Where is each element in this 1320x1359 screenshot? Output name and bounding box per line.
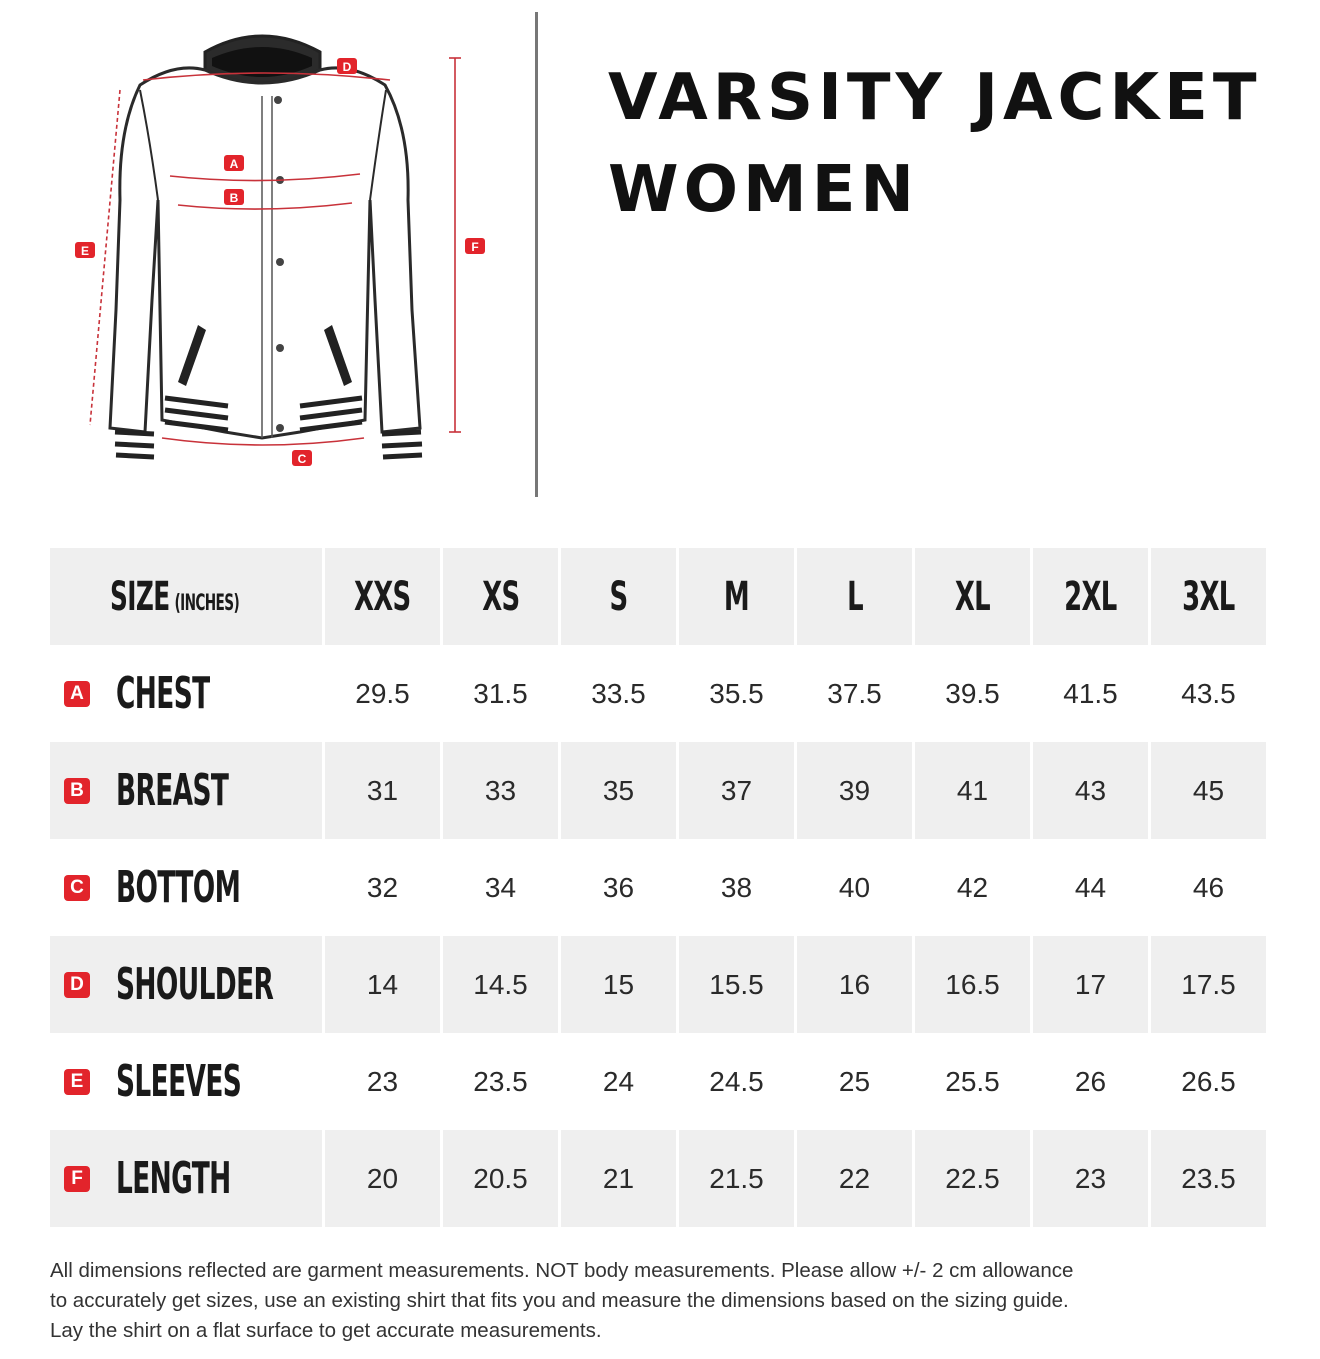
table-cell: 39.5 — [945, 677, 1000, 709]
size-column-header: XL — [915, 548, 1030, 645]
row-code-badge: A — [64, 681, 90, 707]
size-header-label: SIZE (INCHES) — [110, 573, 240, 620]
table-cell: 23 — [1033, 1130, 1148, 1227]
table-cell: 17 — [1033, 936, 1148, 1033]
footnote — [50, 1256, 1280, 1346]
table-cell: 43 — [1033, 742, 1148, 839]
table-cell: 26 — [1074, 1065, 1107, 1097]
table-cell: 14 — [325, 936, 440, 1033]
table-cell: 42 — [956, 871, 989, 903]
table-cell: 45 — [1151, 742, 1266, 839]
table-cell: 37.5 — [827, 677, 882, 709]
marker-b — [224, 189, 244, 205]
footnote-line: Lay the shirt on a flat surface to get accurate measurements. — [50, 1319, 602, 1342]
size-column-header: S — [561, 548, 676, 645]
table-cell: 23.5 — [1151, 1130, 1266, 1227]
svg-text:C: C — [297, 452, 307, 466]
table-cell: 15 — [561, 936, 676, 1033]
row-code-badge: C — [64, 875, 90, 901]
table-cell: 23.5 — [473, 1065, 528, 1097]
table-cell: 31.5 — [473, 677, 528, 709]
table-cell: 25 — [838, 1065, 871, 1097]
table-cell: 43.5 — [1181, 677, 1236, 709]
row-code-badge: F — [64, 1166, 90, 1192]
table-cell: 21.5 — [679, 1130, 794, 1227]
jacket-body — [110, 68, 420, 438]
table-cell: 37 — [679, 742, 794, 839]
size-column-header: XS — [443, 548, 558, 645]
vertical-divider — [535, 12, 538, 497]
table-cell: 35 — [561, 742, 676, 839]
svg-text:A: A — [229, 157, 239, 171]
title-line-1: VARSITY JACKET — [608, 61, 1262, 135]
table-cell: 31 — [325, 742, 440, 839]
marker-f — [465, 238, 485, 254]
table-cell: 26.5 — [1181, 1065, 1236, 1097]
marker-d — [337, 58, 357, 74]
row-measurement-name: SHOULDER — [116, 959, 274, 1010]
row-code-badge: B — [64, 778, 90, 804]
table-cell: 17.5 — [1151, 936, 1266, 1033]
jacket-diagram — [60, 20, 500, 490]
table-cell: 16.5 — [915, 936, 1030, 1033]
table-cell: 41.5 — [1063, 677, 1118, 709]
table-cell: 40 — [838, 871, 871, 903]
table-cell: 32 — [366, 871, 399, 903]
table-row — [50, 1033, 1270, 1130]
row-code-badge: D — [64, 972, 90, 998]
table-cell: 22.5 — [915, 1130, 1030, 1227]
table-cell: 20.5 — [443, 1130, 558, 1227]
size-column-header: 3XL — [1151, 548, 1266, 645]
table-row — [50, 936, 1270, 1033]
svg-text:F: F — [471, 240, 479, 254]
header-label-cell — [50, 548, 322, 645]
table-cell: 14.5 — [443, 936, 558, 1033]
svg-text:D: D — [342, 60, 352, 74]
table-cell: 44 — [1074, 871, 1107, 903]
table-cell: 16 — [797, 936, 912, 1033]
row-measurement-name: LENGTH — [116, 1153, 231, 1204]
table-cell: 39 — [797, 742, 912, 839]
size-column-header: L — [797, 548, 912, 645]
table-cell: 46 — [1192, 871, 1225, 903]
svg-text:E: E — [80, 244, 90, 258]
row-code-badge: E — [64, 1069, 90, 1095]
table-row — [50, 645, 1270, 742]
size-chart-table — [50, 548, 1270, 1227]
table-cell: 25.5 — [945, 1065, 1000, 1097]
row-measurement-name: BOTTOM — [116, 862, 241, 913]
footnote-line: All dimensions reflected are garment measurements. NOT body measurements. Please allow +/- 2 cm allowance — [50, 1259, 1074, 1282]
marker-c — [292, 450, 312, 466]
table-cell: 20 — [325, 1130, 440, 1227]
table-cell: 29.5 — [355, 677, 410, 709]
size-unit-label: (INCHES) — [174, 590, 240, 616]
table-row — [50, 839, 1270, 936]
table-cell: 33.5 — [591, 677, 646, 709]
table-row — [50, 742, 1270, 839]
table-cell: 35.5 — [709, 677, 764, 709]
page-title — [608, 52, 1261, 236]
marker-a — [224, 155, 244, 171]
table-header-row — [50, 548, 1270, 645]
svg-text:B: B — [229, 191, 239, 205]
footnote-line: to accurately get sizes, use an existing shirt that fits you and measure the dimensions based on the sizing guide. — [50, 1289, 1069, 1312]
table-cell: 21 — [561, 1130, 676, 1227]
row-measurement-name: CHEST — [116, 668, 210, 719]
table-cell: 34 — [484, 871, 517, 903]
title-line-2: WOMEN — [608, 153, 919, 227]
size-column-header: XXS — [325, 548, 440, 645]
size-column-header: 2XL — [1033, 548, 1148, 645]
row-measurement-name: BREAST — [116, 765, 229, 816]
table-cell: 33 — [443, 742, 558, 839]
marker-e — [75, 242, 95, 258]
table-cell: 24.5 — [709, 1065, 764, 1097]
table-cell: 15.5 — [679, 936, 794, 1033]
table-cell: 24 — [602, 1065, 635, 1097]
size-column-header: M — [679, 548, 794, 645]
table-row — [50, 1130, 1270, 1227]
table-cell: 38 — [720, 871, 753, 903]
row-measurement-name: SLEEVES — [116, 1056, 242, 1107]
table-cell: 23 — [366, 1065, 399, 1097]
table-cell: 36 — [602, 871, 635, 903]
table-cell: 41 — [915, 742, 1030, 839]
table-cell: 22 — [797, 1130, 912, 1227]
